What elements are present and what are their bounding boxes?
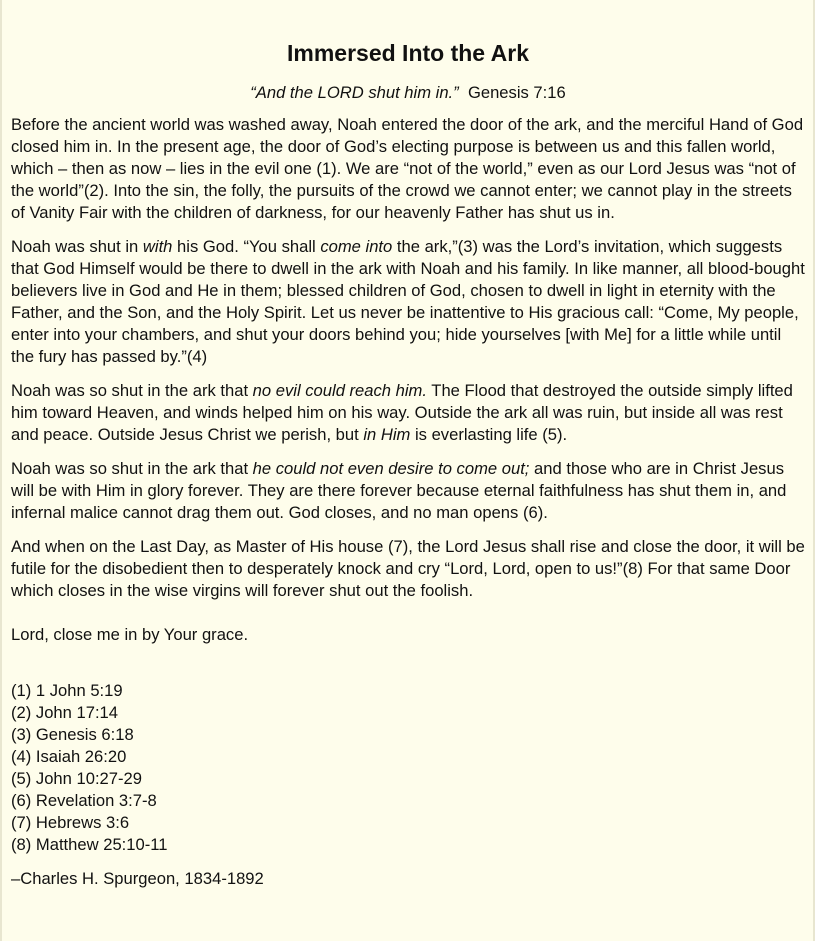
body-paragraph [11, 114, 805, 224]
reference-item: (3) Genesis 6:18 [11, 725, 134, 744]
devotional-page [2, 0, 813, 890]
paragraph-text: and those who are in Christ Jesus will be with Him in glory forever. They are there forever because eternal faithfulness has shut them in, and infernal malice cannot drag them out. God closes, and no man opens (6). [11, 459, 787, 522]
paragraph-text: Noah was so shut in the ark that [11, 459, 253, 478]
reference-item: (5) John 10:27-29 [11, 769, 142, 788]
paragraph-text: the ark,”(3) was the Lord’s invitation, which suggests that God Himself would be there to dwell in the ark with Noah and his family. In like manner, all blood-bought believers live in God and He in them; blessed children of God, chosen to dwell in light in eternity with the Father, and the Son, and the Holy Spirit. Let us never be inattentive to His gracious call: “Come, My people, enter into your chambers, and shut your doors behind you; hide yourselves [with Me] for a little while until the fury has passed by.”(4) [11, 237, 805, 366]
body-paragraph [11, 380, 805, 446]
body-paragraph [11, 236, 805, 368]
author-signature: –Charles H. Spurgeon, 1834-1892 [11, 869, 264, 888]
reference-list [11, 680, 805, 856]
body-paragraph [11, 536, 805, 602]
emphasis-text: come into [320, 237, 393, 256]
paragraph-text: Noah was shut in [11, 237, 143, 256]
reference-item: (8) Matthew 25:10-11 [11, 835, 168, 854]
reference-item: (4) Isaiah 26:20 [11, 747, 127, 766]
paragraph-text: Noah was so shut in the ark that [11, 381, 253, 400]
emphasis-text: in Him [363, 425, 411, 444]
closing-prayer: Lord, close me in by Your grace. [11, 625, 249, 644]
emphasis-text: he could not even desire to come out; [252, 459, 530, 478]
paragraph-text: And when on the Last Day, as Master of His house (7), the Lord Jesus shall rise and close the door, it will be futile for the disobedient then to desperately knock and cry “Lord, Lord, open to us!”(8) For that same Door which closes in the wise virgins will forever shut out the foolish. [11, 537, 805, 600]
emphasis-text: no evil could reach him. [252, 381, 427, 400]
reference-item: (6) Revelation 3:7-8 [11, 791, 157, 810]
paragraph-text: his God. “You shall [172, 237, 321, 256]
page-title: Immersed Into the Ark [287, 40, 529, 66]
reference-item: (1) 1 John 5:19 [11, 681, 123, 700]
paragraph-text: is everlasting life (5). [410, 425, 568, 444]
verse-line [11, 82, 805, 104]
body-paragraph [11, 458, 805, 524]
paragraph-text: Before the ancient world was washed away, Noah entered the door of the ark, and the merciful Hand of God closed him in. In the present age, the door of God’s electing purpose is between us and this fallen world, which – then as now – lies in the evil one (1). We are “not of the world,” even as our Lord Jesus was “not of the world”(2). Into the sin, the folly, the pursuits of the crowd we cannot enter; we cannot play in the streets of Vanity Fair with the children of darkness, for our heavenly Father has shut us in. [11, 115, 804, 222]
body-text [11, 114, 805, 602]
reference-item: (2) John 17:14 [11, 703, 119, 722]
verse-reference: Genesis 7:16 [467, 83, 566, 102]
paragraph-text: The Flood that destroyed the outside simply lifted him toward Heaven, and winds helped him on his way. Outside the ark all was ruin, but inside all was rest and peace. Outside Jesus Christ we perish, but [11, 381, 793, 444]
emphasis-text: with [142, 237, 173, 256]
verse-quote: “And the LORD shut him in.” [250, 83, 459, 102]
reference-item: (7) Hebrews 3:6 [11, 813, 130, 832]
